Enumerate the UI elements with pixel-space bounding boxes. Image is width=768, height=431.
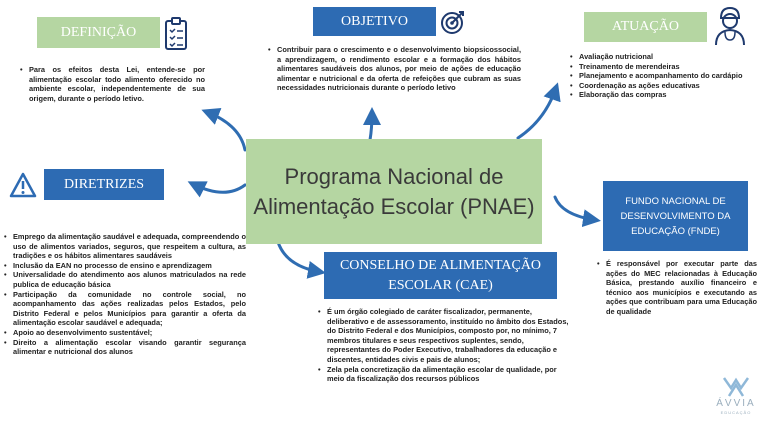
atuacao-item: • Avaliação nutricional [570,52,768,62]
arrow-to-fnde [555,197,595,220]
definicao-item: • Para os efeitos desta Lei, entende-se por alimentação escolar todo alimento oferecido no ambiente escolar, independentemente de sua origem, durante o período letivo. [20,65,205,103]
atuacao-item: • Coordenação as ações educativas [570,81,768,91]
diretrizes-list [4,232,246,357]
fnde-title-line-2: DESENVOLVIMENTO DA [620,210,731,222]
checklist-icon [164,17,188,51]
avvia-logo-mark [722,376,750,398]
arrow-to-objetivo [370,113,372,140]
logo-name: ÁVVIA [716,398,756,409]
diretrizes-item: • Direito a alimentação escolar visando garantir segurança alimentar e nutricional dos alunos [4,338,246,357]
objetivo-header [313,7,436,36]
avvia-logo [708,376,764,426]
arrow-to-definicao [207,112,245,150]
diretrizes-header [44,169,164,200]
atuacao-item: • Planejamento e acompanhamento do cardápio [570,71,768,81]
objetivo-title: OBJETIVO [341,13,408,29]
logo-tagline: EDUCAÇÃO [720,410,752,415]
atuacao-item: • Treinamento de merendeiras [570,62,768,72]
fnde-header [603,181,748,251]
arrow-to-atuacao [518,88,556,138]
objetivo-item: • Contribuir para o crescimento e o desenvolvimento biopsicossocial, a aprendizagem, o rendimento escolar e a formação dos hábitos alimentares saudáveis dos alunos, por meio de ações de educação alimentar e nutricional e da oferta de refeições que cubram as suas necessidades nutricionais durante o período letivo [268,45,521,93]
fnde-title-line-3: EDUCAÇÃO (FNDE) [631,225,720,237]
conselho-item: • É um órgão colegiado de caráter fiscalizador, permanente, deliberativo e de assessoramento, instituído no âmbito dos Estados, do Distrito Federal e dos Municípios, composto por, no mínimo, 7 membros titulares e seus respectivos suplentes, sendo, representantes do Poder Executivo, trabalhadores da educação e discentes, entidades civis e pais de alunos; [318,307,570,365]
central-title-line-1: Programa Nacional de [284,163,504,189]
diretrizes-item: • Emprego da alimentação saudável e adequada, compreendendo o uso de alimentos variados, seguros, que respeitem a cultura, as tradições e os hábitos alimentares saudáveis [4,232,246,261]
conselho-header [324,252,557,299]
diretrizes-title: DIRETRIZES [63,176,145,192]
central-title-box [246,139,542,244]
fnde-title-line-1: FUNDO NACIONAL DE [625,195,726,207]
definicao-header [37,17,160,48]
conselho-title-line-1: CONSELHO DE ALIMENTAÇÃO [339,257,542,273]
definicao-list [20,65,205,103]
diretrizes-item: • Universalidade do atendimento aos alunos matriculados na rede publica de educação básica [4,270,246,289]
diretrizes-item: • Apoio ao desenvolvimento sustentável; [4,328,246,338]
objetivo-list [268,45,521,93]
definicao-title: DEFINIÇÃO [60,24,137,40]
fnde-list [597,259,757,317]
arrow-to-diretrizes [193,184,245,192]
atuacao-title: ATUAÇÃO [612,19,679,34]
central-title-line-2: Alimentação Escolar (PNAE) [253,193,535,219]
atuacao-list [570,52,768,100]
atuacao-item: • Elaboração das compras [570,90,768,100]
conselho-item: • Zela pela concretização da alimentação escolar de qualidade, por meio da fiscalização dos recursos públicos [318,365,570,384]
diretrizes-item: • Inclusão da EAN no processo de ensino e aprendizagem [4,261,246,271]
target-icon [440,9,466,35]
arrow-to-conselho [278,242,320,272]
warning-icon [9,172,37,198]
nurse-icon [713,6,747,46]
diretrizes-item: • Participação da comunidade no controle social, no acompanhamento das ações realizadas pelos Estados, pelo Distrito Federal e pelos Municípios para garantir a oferta da alimentação escolar saudável e adequada; [4,290,246,328]
atuacao-header [584,12,707,42]
conselho-title-line-2: ESCOLAR (CAE) [388,277,493,293]
conselho-list [318,307,570,384]
fnde-item: • É responsável por executar parte das ações do MEC relacionadas à Educação Básica, prestando auxílio financeiro e técnico aos municípios e executando as ações que contribuam para uma Educação de qualidade [597,259,757,317]
